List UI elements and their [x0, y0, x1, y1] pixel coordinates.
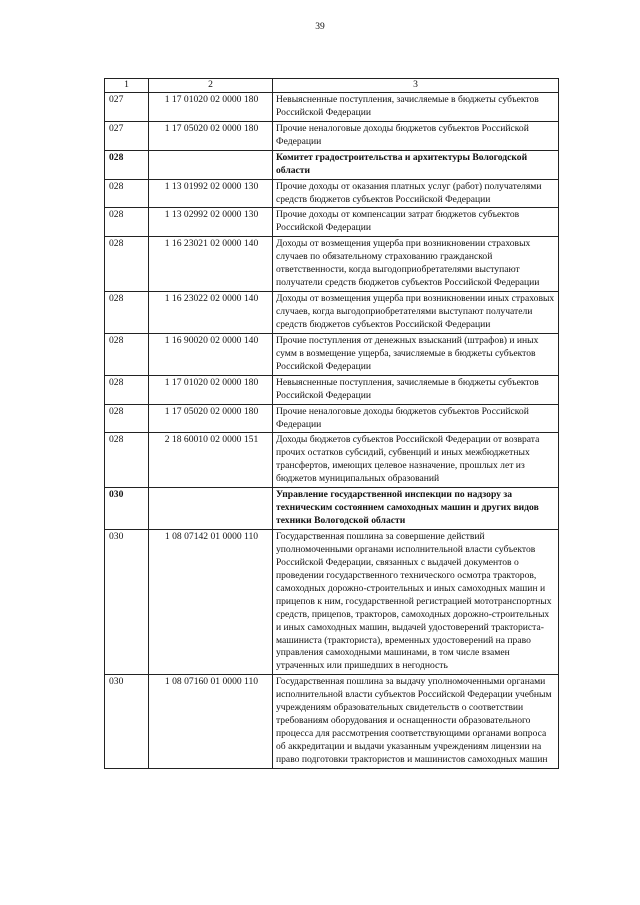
table-row — [105, 237, 559, 292]
admin-code-cell: 027 — [105, 121, 149, 150]
table-row — [105, 179, 559, 208]
kbk-code-cell: 1 17 01020 02 0000 180 — [149, 92, 273, 121]
admin-code-cell: 030 — [105, 488, 149, 530]
revenue-name-cell: Доходы бюджетов субъектов Российской Федерации от возврата прочих остатков субсидий, субвенций и иных межбюджетных трансфертов, имеющих целевое назначение, прошлых лет из бюджетов муниципальных образований — [273, 433, 559, 488]
kbk-code-cell: 1 08 07142 01 0000 110 — [149, 530, 273, 675]
admin-code-cell: 028 — [105, 375, 149, 404]
table-row — [105, 92, 559, 121]
admin-code-cell: 028 — [105, 433, 149, 488]
kbk-code-cell: 1 08 07160 01 0000 110 — [149, 675, 273, 769]
revenue-name-cell: Прочие поступления от денежных взысканий (штрафов) и иных сумм в возмещение ущерба, зачисляемые в бюджеты субъектов Российской Федерации — [273, 333, 559, 375]
header-cell-3: 3 — [273, 79, 559, 93]
kbk-code-cell — [149, 488, 273, 530]
kbk-code-cell: 1 16 90020 02 0000 140 — [149, 333, 273, 375]
revenue-name-cell: Доходы от возмещения ущерба при возникновении иных страховых случаев, когда выгодоприобретателями выступают получатели средств бюджетов субъектов Российской Федерации — [273, 292, 559, 334]
admin-code-cell: 030 — [105, 530, 149, 675]
revenue-name-cell: Комитет градостроительства и архитектуры Вологодской области — [273, 150, 559, 179]
organization-row — [105, 150, 559, 179]
kbk-code-cell — [149, 150, 273, 179]
revenue-name-cell: Прочие доходы от оказания платных услуг (работ) получателями средств бюджетов субъектов Российской Федерации — [273, 179, 559, 208]
table-row — [105, 375, 559, 404]
kbk-code-cell: 1 16 23022 02 0000 140 — [149, 292, 273, 334]
admin-code-cell: 028 — [105, 179, 149, 208]
admin-code-cell: 028 — [105, 237, 149, 292]
revenue-name-cell: Управление государственной инспекции по надзору за техническим состоянием самоходных машин и других видов техники Вологодской области — [273, 488, 559, 530]
table-row — [105, 208, 559, 237]
kbk-code-cell: 1 17 01020 02 0000 180 — [149, 375, 273, 404]
table-header-row — [105, 79, 559, 93]
kbk-code-cell: 2 18 60010 02 0000 151 — [149, 433, 273, 488]
table-row — [105, 292, 559, 334]
kbk-code-cell: 1 13 02992 02 0000 130 — [149, 208, 273, 237]
revenue-name-cell: Прочие неналоговые доходы бюджетов субъектов Российской Федерации — [273, 404, 559, 433]
revenue-name-cell: Доходы от возмещения ущерба при возникновении страховых случаев по обязательному страхованию гражданской ответственности, когда выгодоприобретателями выступают получатели средств бюджетов субъектов Российской Федерации — [273, 237, 559, 292]
admin-code-cell: 028 — [105, 150, 149, 179]
table-row — [105, 530, 559, 675]
revenue-name-cell: Невыясненные поступления, зачисляемые в бюджеты субъектов Российской Федерации — [273, 375, 559, 404]
table-row — [105, 433, 559, 488]
table-row — [105, 675, 559, 769]
admin-code-cell: 028 — [105, 404, 149, 433]
admin-code-cell: 028 — [105, 333, 149, 375]
header-cell-1: 1 — [105, 79, 149, 93]
admin-code-cell: 028 — [105, 292, 149, 334]
kbk-code-cell: 1 17 05020 02 0000 180 — [149, 404, 273, 433]
table-row — [105, 121, 559, 150]
page-number: 39 — [315, 22, 325, 32]
revenue-name-cell: Государственная пошлина за совершение действий уполномоченными органами исполнительной власти субъектов Российской Федерации, связанных с выдачей документов о проведении государственного технического осмотра тракторов, самоходных дорожно-строительных и иных самоходных машин и прицепов к ним, государственной регистрацией мототранспортных средств, прицепов, тракторов, самоходных дорожно-строительных и иных самоходных машин, выдачей удостоверений тракториста-машиниста (тракториста), временных удостоверений на право управления самоходными машинами, в том числе взамен утраченных или пришедших в негодность — [273, 530, 559, 675]
admin-code-cell: 030 — [105, 675, 149, 769]
revenue-name-cell: Прочие неналоговые доходы бюджетов субъектов Российской Федерации — [273, 121, 559, 150]
kbk-code-cell: 1 16 23021 02 0000 140 — [149, 237, 273, 292]
table-row — [105, 333, 559, 375]
revenue-name-cell: Невыясненные поступления, зачисляемые в бюджеты субъектов Российской Федерации — [273, 92, 559, 121]
kbk-code-cell: 1 13 01992 02 0000 130 — [149, 179, 273, 208]
kbk-code-cell: 1 17 05020 02 0000 180 — [149, 121, 273, 150]
revenue-name-cell: Государственная пошлина за выдачу уполномоченными органами исполнительной власти субъектов Российской Федерации учебным учреждениям образовательных свидетельств о соответствии требованиям оборудования и оснащенности образовательного процесса для рассмотрения соответствующими органами вопроса об аккредитации и выдачи указанным учреждениям лицензии на право подготовки трактористов и машинистов самоходных машин — [273, 675, 559, 769]
table-row — [105, 404, 559, 433]
organization-row — [105, 488, 559, 530]
admin-code-cell: 028 — [105, 208, 149, 237]
header-cell-2: 2 — [149, 79, 273, 93]
admin-code-cell: 027 — [105, 92, 149, 121]
revenue-name-cell: Прочие доходы от компенсации затрат бюджетов субъектов Российской Федерации — [273, 208, 559, 237]
revenue-codes-table — [104, 78, 559, 769]
